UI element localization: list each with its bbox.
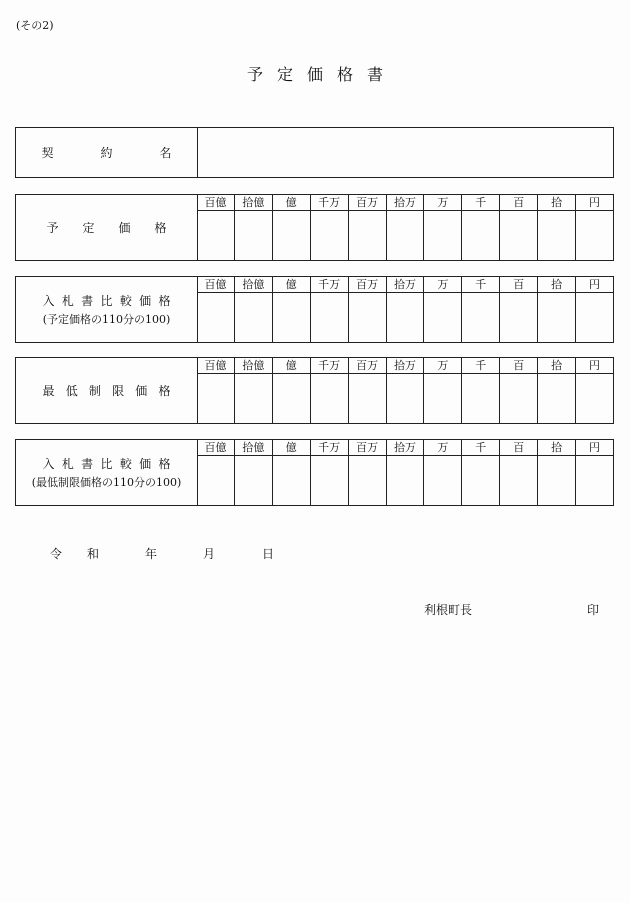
digit-header: 百: [500, 195, 537, 211]
digit-header: 億: [273, 440, 310, 456]
era-char: 令: [50, 547, 63, 561]
digit-header: 万: [424, 195, 461, 211]
digit-column: [423, 358, 461, 423]
contract-label-char: 名: [159, 146, 172, 160]
digit-grid: [197, 440, 613, 505]
row-label-char: 価: [118, 221, 131, 235]
digit-header: 百: [500, 358, 537, 374]
digit-header: 拾億: [235, 195, 272, 211]
digit-column: [197, 440, 234, 505]
price-row: [15, 357, 614, 424]
digit-grid: [197, 195, 613, 260]
digit-header: 百億: [197, 195, 234, 211]
digit-column: [310, 195, 348, 260]
digit-header: 百: [500, 277, 537, 293]
digit-header: 千万: [311, 195, 348, 211]
digit-column: [537, 358, 575, 423]
digit-column: [197, 195, 234, 260]
digit-column: [234, 440, 272, 505]
digit-cell[interactable]: [500, 374, 537, 423]
row-label-char: 価: [135, 384, 148, 398]
digit-header: 百億: [197, 358, 234, 374]
digit-column: [537, 195, 575, 260]
year-label: 年: [145, 547, 158, 561]
digit-header: 千万: [311, 440, 348, 456]
digit-cell[interactable]: [538, 374, 575, 423]
row-label-char: 比: [100, 457, 113, 471]
digit-column: [575, 277, 613, 342]
digit-cell[interactable]: [424, 456, 461, 505]
digit-column: [386, 440, 424, 505]
row-label-char: 格: [158, 457, 171, 471]
digit-column: [234, 277, 272, 342]
row-label-char: 入: [42, 294, 55, 308]
digit-cell[interactable]: [538, 293, 575, 342]
digit-cell[interactable]: [576, 456, 613, 505]
digit-header: 円: [576, 358, 613, 374]
row-label-char: 制: [88, 384, 101, 398]
digit-cell[interactable]: [500, 293, 537, 342]
digit-column: [386, 195, 424, 260]
digit-column: [537, 277, 575, 342]
contract-label-char: 契: [41, 146, 54, 160]
digit-header: 拾: [538, 358, 575, 374]
digit-header: 円: [576, 277, 613, 293]
digit-cell[interactable]: [576, 211, 613, 260]
digit-column: [461, 358, 499, 423]
digit-cell[interactable]: [538, 456, 575, 505]
month-label: 月: [203, 547, 216, 561]
digit-cell[interactable]: [349, 456, 386, 505]
digit-column: [423, 277, 461, 342]
row-label-char: 書: [81, 294, 94, 308]
row-label-char: 予: [46, 221, 59, 235]
digit-column: [499, 277, 537, 342]
digit-column: [575, 440, 613, 505]
digit-column: [197, 277, 234, 342]
row-label-char: 較: [119, 457, 132, 471]
digit-column: [575, 358, 613, 423]
digit-cell[interactable]: [462, 456, 499, 505]
digit-header: 万: [424, 440, 461, 456]
digit-cell[interactable]: [311, 293, 348, 342]
digit-column: [348, 440, 386, 505]
row-label-char: 格: [158, 294, 171, 308]
digit-cell[interactable]: [235, 293, 272, 342]
digit-column: [461, 277, 499, 342]
digit-cell[interactable]: [387, 374, 424, 423]
digit-column: [348, 358, 386, 423]
digit-header: 百万: [349, 440, 386, 456]
digit-header: 千: [462, 440, 499, 456]
digit-header: 円: [576, 440, 613, 456]
digit-cell[interactable]: [500, 211, 537, 260]
digit-column: [348, 277, 386, 342]
digit-cell[interactable]: [235, 456, 272, 505]
row-label-char: 較: [119, 294, 132, 308]
digit-cell[interactable]: [538, 211, 575, 260]
row-label-char: 定: [82, 221, 95, 235]
digit-column: [272, 440, 310, 505]
digit-column: [461, 440, 499, 505]
row-label-char: 札: [61, 457, 74, 471]
digit-cell[interactable]: [424, 374, 461, 423]
digit-cell[interactable]: [311, 374, 348, 423]
row-sub-label: (最低制限価格の110分の100): [31, 476, 182, 489]
digit-cell[interactable]: [424, 293, 461, 342]
row-label-char: 札: [61, 294, 74, 308]
digit-column: [197, 358, 234, 423]
digit-header: 億: [273, 195, 310, 211]
digit-header: 拾億: [235, 358, 272, 374]
contract-name-box: [15, 127, 614, 178]
era-char: 和: [87, 547, 100, 561]
price-row: [15, 439, 614, 506]
digit-cell[interactable]: [197, 211, 234, 260]
mayor-label: 利根町長: [424, 603, 473, 617]
price-row: [15, 276, 614, 343]
row-label-char: 書: [81, 457, 94, 471]
digit-cell[interactable]: [424, 211, 461, 260]
digit-cell[interactable]: [387, 211, 424, 260]
page-title: 予定価格書: [246, 65, 397, 84]
digit-header: 千万: [311, 277, 348, 293]
row-sub-label: (予定価格の110分の100): [42, 313, 171, 326]
digit-cell[interactable]: [311, 211, 348, 260]
digit-header: 百: [500, 440, 537, 456]
digit-header: 拾: [538, 277, 575, 293]
digit-cell[interactable]: [273, 456, 310, 505]
contract-name-label: [16, 128, 198, 177]
digit-header: 百万: [349, 195, 386, 211]
digit-column: [537, 440, 575, 505]
digit-column: [423, 440, 461, 505]
digit-column: [499, 358, 537, 423]
digit-header: 百億: [197, 440, 234, 456]
digit-cell[interactable]: [235, 211, 272, 260]
digit-header: 拾: [538, 195, 575, 211]
digit-column: [348, 195, 386, 260]
digit-cell[interactable]: [197, 456, 234, 505]
digit-column: [386, 358, 424, 423]
digit-column: [386, 277, 424, 342]
price-row-label: [16, 440, 198, 505]
digit-column: [310, 358, 348, 423]
digit-header: 百万: [349, 358, 386, 374]
digit-header: 拾万: [387, 195, 424, 211]
price-row-label: [16, 195, 198, 260]
seal-mark: 印: [587, 603, 600, 617]
digit-column: [499, 195, 537, 260]
digit-header: 百万: [349, 277, 386, 293]
digit-cell[interactable]: [500, 456, 537, 505]
digit-header: 拾万: [387, 277, 424, 293]
digit-grid: [197, 358, 613, 423]
digit-cell[interactable]: [235, 374, 272, 423]
digit-grid: [197, 277, 613, 342]
row-label-char: 限: [112, 384, 125, 398]
digit-cell[interactable]: [349, 293, 386, 342]
digit-cell[interactable]: [387, 293, 424, 342]
digit-column: [234, 195, 272, 260]
digit-cell[interactable]: [576, 374, 613, 423]
digit-cell[interactable]: [349, 374, 386, 423]
price-row-label: [16, 277, 198, 342]
row-label-char: 格: [154, 221, 167, 235]
digit-cell[interactable]: [273, 211, 310, 260]
contract-name-field[interactable]: [198, 128, 613, 177]
digit-cell[interactable]: [462, 374, 499, 423]
digit-header: 百億: [197, 277, 234, 293]
digit-cell[interactable]: [576, 293, 613, 342]
digit-header: 円: [576, 195, 613, 211]
row-label-char: 価: [139, 294, 152, 308]
digit-column: [234, 358, 272, 423]
digit-cell[interactable]: [273, 293, 310, 342]
digit-cell[interactable]: [462, 293, 499, 342]
digit-column: [423, 195, 461, 260]
digit-header: 拾億: [235, 277, 272, 293]
digit-header: 千: [462, 195, 499, 211]
digit-column: [575, 195, 613, 260]
digit-header: 拾億: [235, 440, 272, 456]
digit-header: 万: [424, 358, 461, 374]
digit-column: [272, 277, 310, 342]
digit-cell[interactable]: [349, 211, 386, 260]
digit-cell[interactable]: [462, 211, 499, 260]
digit-header: 億: [273, 277, 310, 293]
digit-column: [272, 358, 310, 423]
digit-column: [461, 195, 499, 260]
digit-header: 千万: [311, 358, 348, 374]
digit-cell[interactable]: [311, 456, 348, 505]
row-label-char: 比: [100, 294, 113, 308]
digit-column: [499, 440, 537, 505]
price-row: [15, 194, 614, 261]
corner-label: (その2): [16, 19, 54, 32]
digit-cell[interactable]: [273, 374, 310, 423]
row-label-char: 価: [139, 457, 152, 471]
digit-cell[interactable]: [387, 456, 424, 505]
digit-header: 万: [424, 277, 461, 293]
digit-header: 千: [462, 358, 499, 374]
digit-cell[interactable]: [197, 293, 234, 342]
contract-label-char: 約: [100, 146, 113, 160]
digit-header: 拾万: [387, 358, 424, 374]
digit-header: 千: [462, 277, 499, 293]
digit-header: 拾: [538, 440, 575, 456]
digit-header: 拾万: [387, 440, 424, 456]
row-label-char: 最: [42, 384, 55, 398]
digit-cell[interactable]: [197, 374, 234, 423]
digit-column: [310, 277, 348, 342]
digit-column: [310, 440, 348, 505]
row-label-char: 格: [158, 384, 171, 398]
digit-column: [272, 195, 310, 260]
price-row-label: [16, 358, 198, 423]
digit-header: 億: [273, 358, 310, 374]
row-label-char: 入: [42, 457, 55, 471]
day-label: 日: [262, 547, 275, 561]
row-label-char: 低: [65, 384, 78, 398]
